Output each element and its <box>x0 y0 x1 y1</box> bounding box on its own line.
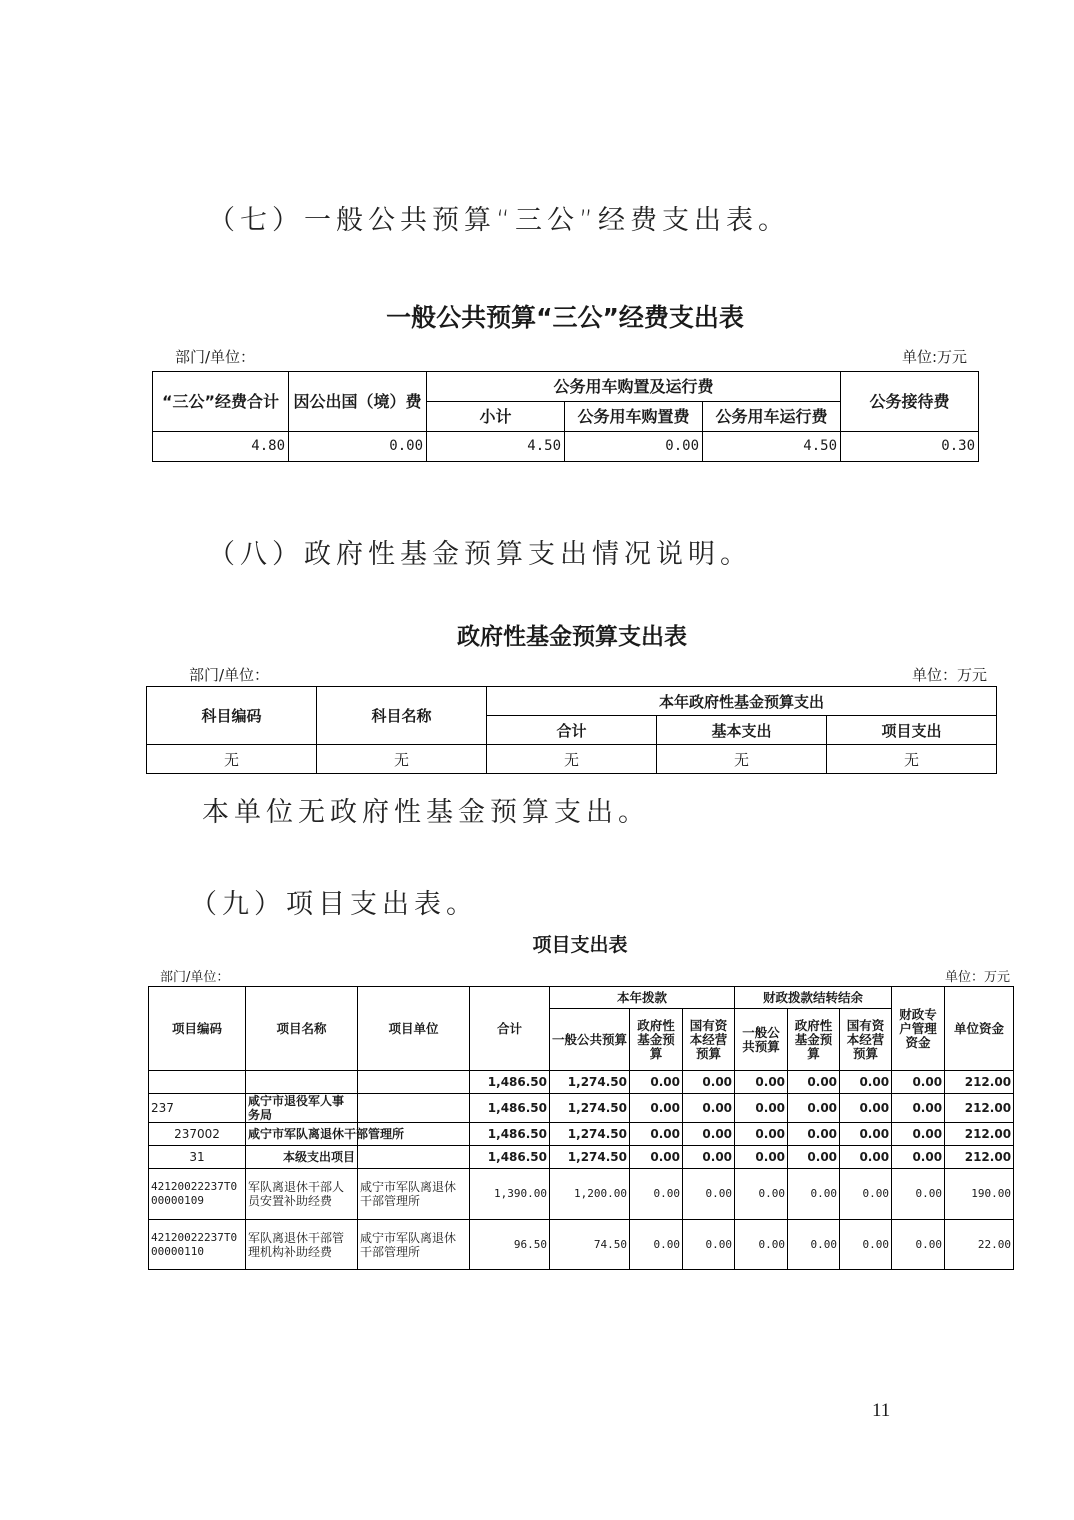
table-row <box>149 1123 1014 1146</box>
header-project-name: 项目名称 <box>246 987 358 1071</box>
row-name: 咸宁市军队离退休干部管理所 <box>246 1123 358 1146</box>
row-value: 1,486.50 <box>470 1094 550 1123</box>
row-value: 0.00 <box>840 1220 892 1270</box>
row-code: 237 <box>149 1094 246 1123</box>
row-value: 0.00 <box>735 1094 788 1123</box>
row-value: 0.00 <box>630 1220 683 1270</box>
table2-dept-label: 部门/单位： <box>189 666 270 684</box>
row-value: 212.00 <box>945 1123 1014 1146</box>
row-value: 212.00 <box>945 1146 1014 1169</box>
row-code: 237002 <box>149 1123 246 1146</box>
row-value: 0.00 <box>892 1169 945 1220</box>
row-value: 1,486.50 <box>470 1123 550 1146</box>
header-fund-group: 本年政府性基金预算支出 <box>487 687 997 716</box>
row-value: 0.00 <box>735 1071 788 1094</box>
cell-subtotal: 4.50 <box>427 432 565 462</box>
row-value: 1,390.00 <box>470 1169 550 1220</box>
table2-unit-label: 单位：万元 <box>912 666 988 684</box>
row-value: 0.00 <box>892 1220 945 1270</box>
row-code <box>149 1071 246 1094</box>
table1-title: 一般公共预算“三公”经费支出表 <box>386 303 744 332</box>
row-name <box>246 1071 358 1094</box>
row-value: 0.00 <box>788 1094 840 1123</box>
table2-title: 政府性基金预算支出表 <box>457 624 687 650</box>
cell-total: 无 <box>487 745 657 774</box>
row-unit: 咸宁市军队离退休干部管理所 <box>358 1169 470 1220</box>
page-number: 11 <box>872 1400 891 1421</box>
header-carry-general: 一般公共预算 <box>735 1009 788 1071</box>
cell-name: 无 <box>317 745 487 774</box>
three-public-expense-table <box>152 371 979 462</box>
row-value: 1,486.50 <box>470 1146 550 1169</box>
row-value: 0.00 <box>892 1123 945 1146</box>
row-value: 74.50 <box>550 1220 630 1270</box>
cell-project: 无 <box>827 745 997 774</box>
row-value: 1,200.00 <box>550 1169 630 1220</box>
cell-abroad: 0.00 <box>289 432 427 462</box>
header-car-run: 公务用车运行费 <box>703 402 841 432</box>
table3-unit-label: 单位：万元 <box>945 970 1011 985</box>
row-code: 31 <box>149 1146 246 1169</box>
table-row <box>149 1094 1014 1123</box>
row-value: 0.00 <box>840 1071 892 1094</box>
row-unit <box>358 1094 470 1123</box>
header-project-unit: 项目单位 <box>358 987 470 1071</box>
row-value: 0.00 <box>892 1094 945 1123</box>
cell-code: 无 <box>147 745 317 774</box>
row-value: 0.00 <box>788 1123 840 1146</box>
header-carry-soe: 国有资本经营预算 <box>840 1009 892 1071</box>
row-value: 0.00 <box>892 1071 945 1094</box>
row-value: 22.00 <box>945 1220 1014 1270</box>
header-total: 合计 <box>487 716 657 745</box>
row-value: 0.00 <box>735 1220 788 1270</box>
row-value: 1,274.50 <box>550 1123 630 1146</box>
row-value: 0.00 <box>735 1169 788 1220</box>
row-value: 0.00 <box>683 1094 735 1123</box>
row-unit <box>358 1146 470 1169</box>
row-name: 军队离退休干部人员安置补助经费 <box>246 1169 358 1220</box>
header-gov-fund: 政府性基金预算 <box>630 1009 683 1071</box>
row-value: 212.00 <box>945 1094 1014 1123</box>
row-value: 0.00 <box>683 1071 735 1094</box>
table1-unit-label: 单位:万元 <box>902 348 968 366</box>
row-value: 0.00 <box>683 1146 735 1169</box>
row-value: 96.50 <box>470 1220 550 1270</box>
section-8-heading: （八）政府性基金预算支出情况说明。 <box>208 539 752 570</box>
row-unit <box>358 1071 470 1094</box>
table-row <box>149 1169 1014 1220</box>
row-value: 0.00 <box>840 1146 892 1169</box>
row-code: 42120022237T000000109 <box>149 1169 246 1220</box>
row-value: 0.00 <box>630 1123 683 1146</box>
row-name: 本级支出项目 <box>246 1146 358 1169</box>
table-row <box>149 1220 1014 1270</box>
row-value: 0.00 <box>683 1220 735 1270</box>
header-subject-code: 科目编码 <box>147 687 317 745</box>
row-value: 0.00 <box>840 1169 892 1220</box>
table3-title: 项目支出表 <box>532 934 628 956</box>
header-soe-capital: 国有资本经营预算 <box>683 1009 735 1071</box>
header-car-buy: 公务用车购置费 <box>565 402 703 432</box>
cell-car-buy: 0.00 <box>565 432 703 462</box>
row-value: 1,274.50 <box>550 1146 630 1169</box>
header-carry-gov-fund: 政府性基金预算 <box>788 1009 840 1071</box>
row-value: 0.00 <box>840 1094 892 1123</box>
cell-reception: 0.30 <box>841 432 979 462</box>
row-value: 1,274.50 <box>550 1071 630 1094</box>
header-abroad: 因公出国（境）费 <box>289 372 427 432</box>
header-carryover-group: 财政拨款结转结余 <box>735 987 892 1009</box>
header-special-account: 财政专户管理资金 <box>892 987 945 1071</box>
gov-fund-expense-table <box>146 686 997 774</box>
row-value: 0.00 <box>735 1146 788 1169</box>
header-current-year-group: 本年拨款 <box>550 987 735 1009</box>
header-basic: 基本支出 <box>657 716 827 745</box>
header-own-funds: 单位资金 <box>945 987 1014 1071</box>
table-row <box>149 1071 1014 1094</box>
row-value: 0.00 <box>735 1123 788 1146</box>
row-unit: 咸宁市军队离退休干部管理所 <box>358 1220 470 1270</box>
row-value: 0.00 <box>788 1071 840 1094</box>
row-value: 190.00 <box>945 1169 1014 1220</box>
row-value: 0.00 <box>630 1094 683 1123</box>
table3-dept-label: 部门/单位： <box>160 970 230 985</box>
row-value: 0.00 <box>630 1146 683 1169</box>
header-subject-name: 科目名称 <box>317 687 487 745</box>
row-value: 0.00 <box>788 1220 840 1270</box>
row-name: 咸宁市退役军人事务局 <box>246 1094 358 1123</box>
section-9-heading: （九）项目支出表。 <box>190 889 478 920</box>
header-total: “三公”经费合计 <box>153 372 289 432</box>
row-value: 1,486.50 <box>470 1071 550 1094</box>
row-value: 0.00 <box>788 1146 840 1169</box>
row-value: 212.00 <box>945 1071 1014 1094</box>
row-value: 0.00 <box>630 1071 683 1094</box>
row-value: 0.00 <box>683 1169 735 1220</box>
project-expense-table <box>148 986 1014 1270</box>
row-value: 0.00 <box>630 1169 683 1220</box>
table1-dept-label: 部门/单位： <box>175 348 256 366</box>
cell-car-run: 4.50 <box>703 432 841 462</box>
table-row <box>149 1146 1014 1169</box>
header-project: 项目支出 <box>827 716 997 745</box>
header-total: 合计 <box>470 987 550 1071</box>
cell-total: 4.80 <box>153 432 289 462</box>
row-code: 42120022237T000000110 <box>149 1220 246 1270</box>
section-7-heading: （七）一般公共预算“三公”经费支出表。 <box>208 205 790 236</box>
row-value: 0.00 <box>788 1169 840 1220</box>
row-name: 军队离退休干部管理机构补助经费 <box>246 1220 358 1270</box>
row-value: 0.00 <box>892 1146 945 1169</box>
header-general-budget: 一般公共预算 <box>550 1009 630 1071</box>
row-value: 1,274.50 <box>550 1094 630 1123</box>
header-subtotal: 小计 <box>427 402 565 432</box>
row-value: 0.00 <box>840 1123 892 1146</box>
row-value: 0.00 <box>683 1123 735 1146</box>
section-8-note: 本单位无政府性基金预算支出。 <box>202 797 650 828</box>
header-reception: 公务接待费 <box>841 372 979 432</box>
cell-basic: 无 <box>657 745 827 774</box>
header-car-group: 公务用车购置及运行费 <box>427 372 841 402</box>
header-project-code: 项目编码 <box>149 987 246 1071</box>
